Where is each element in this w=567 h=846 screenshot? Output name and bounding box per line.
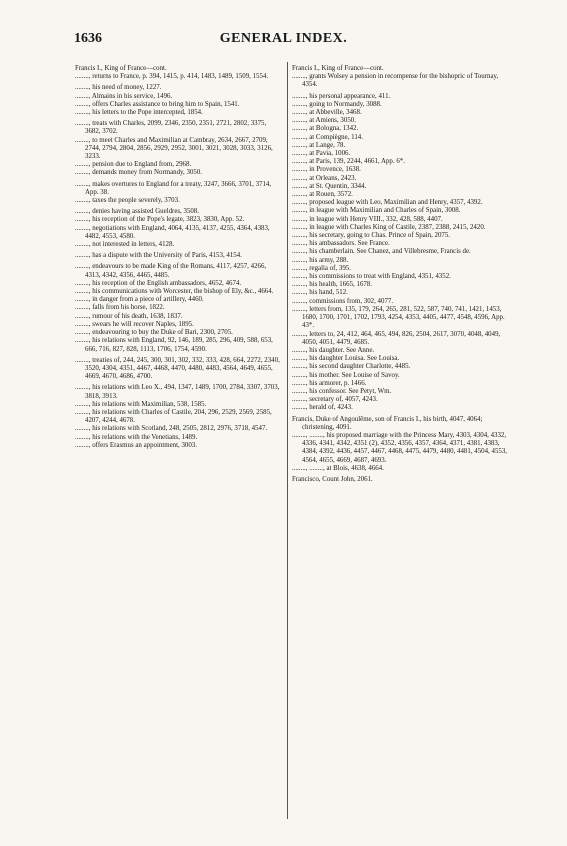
index-entry: ........, offers Charles assistance to bring him to Spain, 1541. — [75, 100, 240, 108]
index-entry: ........, has a dispute with the University of Paris, 4153, 4154. — [75, 252, 242, 260]
index-entry: ........, commissions from, 302, 4077. — [292, 297, 394, 305]
right-column — [292, 65, 507, 484]
column-divider — [287, 62, 288, 819]
index-entry: ........, his communications with Worcester, the bishop of Ely, &c., 4664. — [75, 288, 274, 296]
index-entry: ........, his relations with Scotland, 248, 2505, 2812, 2976, 3718, 4547. — [75, 425, 268, 433]
index-entry: ........, letters from, 135, 179, 264, 265, 281, 522, 587, 740, 741, 1421, 1453, 1680, 1700, 1701, 1702, 1793, 4254, 4353, 4405, 4477, 4548, 4596, App. 43*. — [292, 305, 505, 330]
index-entry: ........, his relations with Leo X., 494, 1347, 1489, 1700, 2784, 3307, 3703, 3818, 3913. — [75, 384, 280, 400]
index-entry: ........, at Bologna, 1342. — [292, 125, 359, 133]
index-entry: ........, his chamberlain. See Chanez, and Villebresme, Francis de. — [292, 248, 471, 256]
index-entry: ........, rumour of his death, 1638, 1837. — [75, 312, 183, 320]
index-entry: ........, taxes the people severely, 3703. — [75, 197, 180, 205]
index-entry: ........, in league with Maximilian and Charles of Spain, 3008. — [292, 207, 461, 215]
index-entry: ........, his relations with the Venetians, 1489. — [75, 433, 198, 441]
index-entry: ........, denies having assisted Gueldres, 3508. — [75, 208, 200, 216]
running-head: GENERAL INDEX. — [219, 31, 348, 46]
index-entry: ........, his letters to the Pope intercepted, 1854. — [75, 109, 203, 117]
index-entry: ........, his confessor. See Petyt, Wm. — [292, 387, 392, 395]
index-entry: ........, regalia of, 395. — [292, 264, 351, 272]
index-entry: ........, at Compiègne, 114. — [292, 133, 363, 141]
index-entry: ........, falls from his horse, 1822. — [75, 304, 165, 312]
index-entry: ........, at Paris, 139, 2244, 4661, App. 6*. — [292, 158, 405, 166]
index-entry: ........, his personal appearance, 411. — [292, 92, 391, 100]
index-entry: ........, at St. Quentin, 3344. — [292, 182, 367, 190]
index-entry: ........, pension due to England from, 2968. — [75, 161, 192, 169]
index-entry: ........, his armorer, p. 1466. — [292, 379, 367, 387]
index-entry: ........, swears he will recover Naples, 1895. — [75, 320, 194, 328]
index-entry: ........, his daughter Louisa. See Louisa. — [292, 355, 400, 363]
index-entry: ........, in league with Charles King of Castile, 2387, 2388, 2415, 2420. — [292, 223, 486, 231]
index-entry: ........, offers Erasmus an appointment, 3003. — [75, 441, 197, 449]
index-entry: ........, treaties of, 244, 245, 300, 301, 302, 332, 333, 428, 664, 2272, 2340, 3520, 4304, 4351, 4467, 4468, 4470, 4480, 4483, 4564, 4649, 4655, 4669, 4670, 4686, 4700. — [75, 356, 280, 381]
index-entry: ........, treats with Charles, 2099, 2346, 2350, 2351, 2721, 2802, 3375, 3682, 3702. — [75, 120, 267, 136]
index-entry: ........, his health, 1665, 1678. — [292, 281, 373, 289]
index-entry: ........, returns to France, p. 394, 1415, p. 414, 1483, 1489, 1509, 1554. — [75, 73, 269, 81]
index-entry: Francis I., King of France—cont. — [292, 65, 384, 72]
index-entry: ........, his reception of the Pope's legate, 3823, 3830, App. 52. — [75, 216, 245, 224]
index-entry: ........, not interested in letters, 4128. — [75, 241, 175, 249]
index-entry: ........, his daughter. See Anne. — [292, 346, 375, 354]
index-entry: ........, makes overtures to England for a treaty, 3247, 3666, 3701, 3714, App. 38. — [75, 180, 272, 196]
index-entry: ........, his second daughter Charlotte, 4485. — [292, 363, 411, 371]
index-entry: ........, his relations with Charles of Castile, 204, 296, 2529, 2569, 2585, 4207, 4244, 4678. — [75, 408, 272, 425]
index-entry: ........, in league with Henry VIII., 332, 428, 588, 4407. — [292, 215, 443, 223]
index-entry: ........, at Pavia, 1006. — [292, 150, 351, 158]
index-entry: Francisco, Count John, 2061. — [292, 475, 373, 483]
index-entry: ........, at Rouen, 3572. — [292, 191, 353, 199]
index-entry: ........, secretary of, 4057, 4243. — [292, 396, 378, 404]
index-entry: ........, his commissions to treat with England, 4351, 4352. — [292, 273, 451, 281]
index-entry: ........, his hand, 512. — [292, 289, 348, 297]
left-column — [75, 65, 283, 450]
index-entry: ........, ........, his proposed marriage with the Princess Mary, 4303, 4304, 4332, 4336, 4341, 4342, 4351 (2), 4352, 4356, 4357, 4364, 4371, 4381, 4383, 4384, 4392, 4436, 4457, 4467, 4468, 4475, 4479, 4480, 4481, 4504, 4553, 4564, 4655, 4669, 4687, 4693. — [292, 431, 507, 464]
index-entry: ........, his secretary, going to Chas. Prince of Spain, 2075. — [292, 232, 451, 240]
index-entry: ........, herald of, 4243. — [292, 404, 353, 412]
index-entry: Francis, Duke of Angoulême, son of Francis I., his birth, 4047, 4064; christening, 4091. — [292, 415, 483, 431]
index-entry: ........, in danger from a piece of artillery, 4460. — [75, 296, 204, 304]
index-entry: ........, his reception of the English ambassadors, 4652, 4674. — [75, 279, 242, 287]
index-entry: Francis I., King of France—cont. — [75, 65, 167, 72]
index-entry: ........, at Lange, 78. — [292, 141, 346, 149]
index-entry: ........, at Orleans, 2423. — [292, 174, 357, 182]
index-entry: ........, negotiations with England, 4064, 4135, 4137, 4255, 4364, 4383, 4482, 4553, 4580. — [75, 224, 270, 240]
index-entry: ........, going to Normandy, 3088. — [292, 100, 382, 108]
index-entry: ........, his need of money, 1227. — [75, 84, 162, 92]
index-entry: ........, in Provence, 1638. — [292, 166, 361, 174]
index-entry: ........, his mother. See Louise of Savoy. — [292, 371, 400, 379]
index-entry: ........, at Amiens, 3050. — [292, 117, 356, 125]
page-number: 1636 — [74, 31, 102, 46]
index-entry: ........, letters to, 24, 412, 464, 465, 494, 826, 2504, 2617, 3070, 4048, 4049, 4050, 4051, 4479, 4685. — [292, 330, 501, 346]
index-entry: ........, Almains in his service, 1496. — [75, 92, 173, 100]
index-entry: ........, ........, at Blois, 4638, 4664. — [292, 464, 384, 472]
index-entry: ........, proposed league with Leo, Maximilian and Henry, 4357, 4392. — [292, 199, 483, 207]
index-entry: ........, demands money from Normandy, 3050. — [75, 169, 203, 177]
index-entry: ........, at Abbeville, 3468. — [292, 109, 362, 117]
index-entry: ........, his ambassadors. See France. — [292, 240, 390, 248]
index-entry: ........, endeavours to be made King of the Romans, 4117, 4257, 4266, 4313, 4342, 4356, 4465, 4485. — [75, 263, 267, 279]
index-entry: ........, to meet Charles and Maximilian at Cambray, 2634, 2667, 2709, 2744, 2794, 2804, 2856, 2929, 2952, 3001, 3021, 3028, 3033, 3126, 3233. — [75, 136, 273, 161]
index-entry: ........, grants Wolsey a pension in recompense for the bishopric of Tournay, 4354. — [292, 73, 499, 89]
index-entry: ........, his army, 288. — [292, 256, 349, 264]
index-entry: ........, his relations with Maximilian, 538, 1585. — [75, 400, 207, 408]
index-entry: ........, his relations with England, 92, 146, 189, 285, 296, 409, 588, 653, 666, 716, 827, 828, 1113, 1706, 1754, 4590. — [75, 337, 273, 353]
index-entry: ........, endeavouring to buy the Duke of Bari, 2300, 2705. — [75, 329, 233, 337]
